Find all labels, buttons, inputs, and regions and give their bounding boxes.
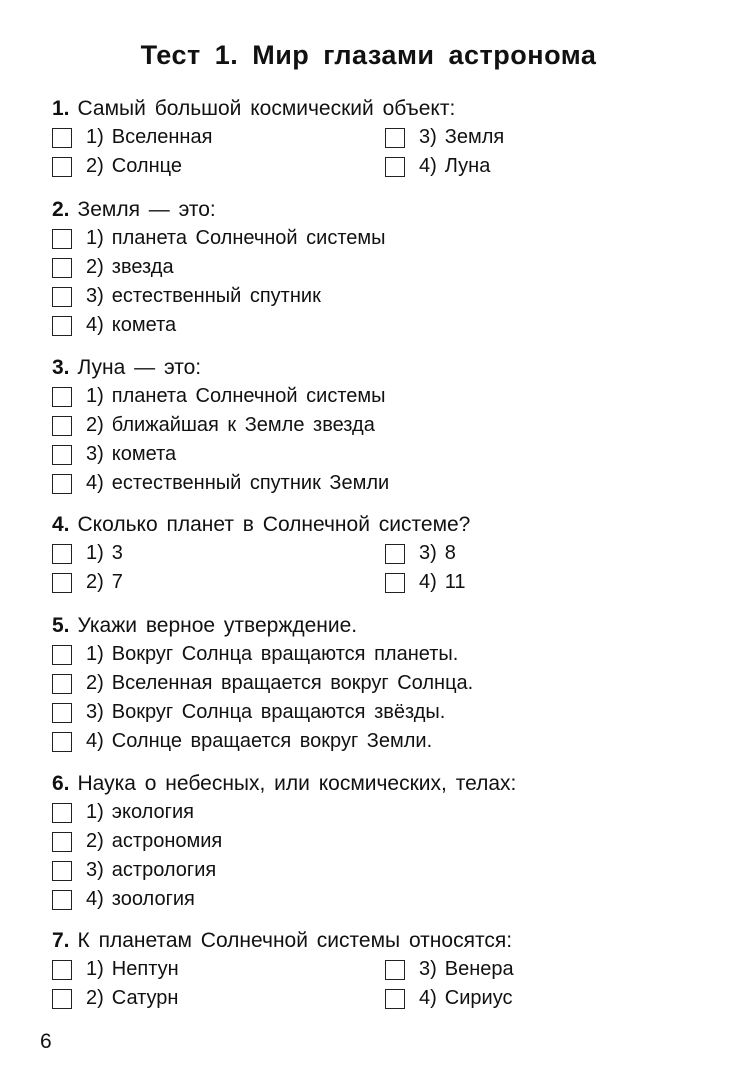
option-number: 3)	[86, 701, 104, 723]
option-number: 3)	[419, 958, 437, 980]
answer-checkbox[interactable]	[52, 861, 72, 881]
answer-option	[52, 669, 692, 698]
option-number: 2)	[86, 830, 104, 852]
answer-option	[52, 224, 692, 253]
answer-option	[52, 885, 692, 914]
option-number: 4)	[86, 730, 104, 752]
option-text: Сатурн	[111, 987, 179, 1009]
option-number: 2)	[86, 571, 104, 593]
option-text: 11	[444, 571, 466, 593]
answer-checkbox[interactable]	[385, 573, 405, 593]
question-header	[52, 926, 692, 955]
answer-checkbox[interactable]	[52, 890, 72, 910]
option-text: Вселенная	[111, 126, 213, 148]
answer-checkbox[interactable]	[52, 287, 72, 307]
answer-checkbox[interactable]	[52, 157, 72, 177]
answer-checkbox[interactable]	[385, 989, 405, 1009]
option-text: звезда	[111, 256, 174, 278]
answer-option	[52, 568, 385, 597]
option-text: астрономия	[111, 830, 223, 852]
answer-checkbox[interactable]	[52, 674, 72, 694]
answer-option	[52, 827, 692, 856]
answer-checkbox[interactable]	[52, 960, 72, 980]
option-number: 3)	[86, 443, 104, 465]
answer-checkbox[interactable]	[52, 445, 72, 465]
question-text: Земля — это:	[77, 198, 216, 221]
question-3	[52, 353, 692, 498]
option-text: Нептун	[111, 958, 179, 980]
answer-option	[52, 798, 692, 827]
answer-checkbox[interactable]	[52, 416, 72, 436]
answer-checkbox[interactable]	[52, 128, 72, 148]
question-text: Укажи верное утверждение.	[77, 614, 358, 637]
answer-option	[52, 640, 692, 669]
option-number: 3)	[86, 859, 104, 881]
answer-checkbox[interactable]	[52, 387, 72, 407]
question-text: Сколько планет в Солнечной системе?	[77, 513, 471, 536]
answer-checkbox[interactable]	[52, 474, 72, 494]
answer-option	[52, 469, 692, 498]
answer-checkbox[interactable]	[52, 703, 72, 723]
page-number: 6	[40, 1030, 52, 1053]
question-5	[52, 611, 692, 756]
question-2	[52, 195, 692, 340]
answer-checkbox[interactable]	[52, 229, 72, 249]
question-number: 2.	[52, 198, 70, 221]
option-text: Вселенная вращается вокруг Солнца.	[111, 672, 474, 694]
answer-options	[52, 382, 692, 498]
answer-checkbox[interactable]	[52, 989, 72, 1009]
answer-option	[52, 152, 385, 181]
answer-option	[385, 955, 685, 984]
question-header	[52, 510, 692, 539]
option-number: 4)	[419, 987, 437, 1009]
question-number: 1.	[52, 97, 70, 120]
question-number: 4.	[52, 513, 70, 536]
option-number: 3)	[419, 126, 437, 148]
answer-checkbox[interactable]	[385, 128, 405, 148]
question-header	[52, 94, 692, 123]
option-text: экология	[111, 801, 194, 823]
answer-option	[385, 123, 685, 152]
answer-option	[52, 440, 692, 469]
answer-checkbox[interactable]	[52, 732, 72, 752]
option-text: Луна	[444, 155, 491, 177]
option-text: астрология	[111, 859, 217, 881]
option-number: 3)	[86, 285, 104, 307]
question-number: 3.	[52, 356, 70, 379]
option-number: 1)	[86, 385, 104, 407]
answer-option	[385, 152, 685, 181]
question-header	[52, 353, 692, 382]
option-text: естественный спутник Земли	[111, 472, 390, 494]
answer-checkbox[interactable]	[385, 544, 405, 564]
answer-options	[52, 640, 692, 756]
question-header	[52, 769, 692, 798]
option-text: Венера	[444, 958, 514, 980]
answer-option	[52, 311, 692, 340]
option-text: 7	[111, 571, 123, 593]
question-text: К планетам Солнечной системы относятся:	[77, 929, 513, 952]
option-text: зоология	[111, 888, 195, 910]
option-text: Солнце	[111, 155, 182, 177]
option-number: 2)	[86, 414, 104, 436]
question-header	[52, 611, 692, 640]
answer-checkbox[interactable]	[52, 316, 72, 336]
answer-checkbox[interactable]	[52, 645, 72, 665]
answer-options	[52, 123, 692, 181]
answer-checkbox[interactable]	[52, 832, 72, 852]
answer-option	[385, 984, 685, 1013]
answer-checkbox[interactable]	[385, 960, 405, 980]
option-text: 3	[111, 542, 123, 564]
option-text: комета	[111, 314, 177, 336]
option-number: 2)	[86, 672, 104, 694]
answer-option	[52, 984, 385, 1013]
answer-option	[52, 539, 385, 568]
option-text: ближайшая к Земле звезда	[111, 414, 375, 436]
option-number: 1)	[86, 126, 104, 148]
question-number: 7.	[52, 929, 70, 952]
answer-checkbox[interactable]	[52, 573, 72, 593]
option-text: Вокруг Солнца вращаются звёзды.	[111, 701, 446, 723]
option-text: комета	[111, 443, 177, 465]
option-number: 1)	[86, 542, 104, 564]
option-number: 4)	[86, 888, 104, 910]
option-number: 1)	[86, 227, 104, 249]
option-text: Солнце вращается вокруг Земли.	[111, 730, 433, 752]
option-number: 2)	[86, 256, 104, 278]
question-header	[52, 195, 692, 224]
answer-options	[52, 539, 692, 597]
option-text: Вокруг Солнца вращаются планеты.	[111, 643, 459, 665]
option-number: 1)	[86, 801, 104, 823]
option-number: 4)	[86, 472, 104, 494]
answer-option	[52, 411, 692, 440]
option-number: 1)	[86, 958, 104, 980]
option-text: Сириус	[444, 987, 513, 1009]
option-number: 4)	[419, 155, 437, 177]
answer-checkbox[interactable]	[52, 803, 72, 823]
option-number: 2)	[86, 987, 104, 1009]
answer-option	[52, 698, 692, 727]
option-text: планета Солнечной системы	[111, 385, 386, 407]
question-number: 5.	[52, 614, 70, 637]
page-title: Тест 1. Мир глазами астронома	[140, 40, 597, 70]
question-number: 6.	[52, 772, 70, 795]
answer-checkbox[interactable]	[52, 258, 72, 278]
answer-checkbox[interactable]	[52, 544, 72, 564]
option-text: планета Солнечной системы	[111, 227, 386, 249]
option-number: 4)	[419, 571, 437, 593]
answer-option	[52, 955, 385, 984]
option-number: 4)	[86, 314, 104, 336]
answer-option	[52, 382, 692, 411]
question-6	[52, 769, 692, 914]
question-4	[52, 510, 692, 597]
answer-option	[52, 282, 692, 311]
answer-option	[385, 568, 685, 597]
question-text: Луна — это:	[77, 356, 202, 379]
answer-options	[52, 224, 692, 340]
answer-option	[52, 253, 692, 282]
option-number: 1)	[86, 643, 104, 665]
answer-options	[52, 955, 692, 1013]
answer-checkbox[interactable]	[385, 157, 405, 177]
question-text: Самый большой космический объект:	[77, 97, 456, 120]
answer-option	[385, 539, 685, 568]
answer-option	[52, 123, 385, 152]
option-number: 3)	[419, 542, 437, 564]
question-text: Наука о небесных, или космических, телах:	[77, 772, 517, 795]
option-text: 8	[444, 542, 456, 564]
option-number: 2)	[86, 155, 104, 177]
question-7	[52, 926, 692, 1013]
option-text: Земля	[444, 126, 505, 148]
question-1	[52, 94, 692, 181]
answer-option	[52, 856, 692, 885]
answer-options	[52, 798, 692, 914]
option-text: естественный спутник	[111, 285, 321, 307]
answer-option	[52, 727, 692, 756]
